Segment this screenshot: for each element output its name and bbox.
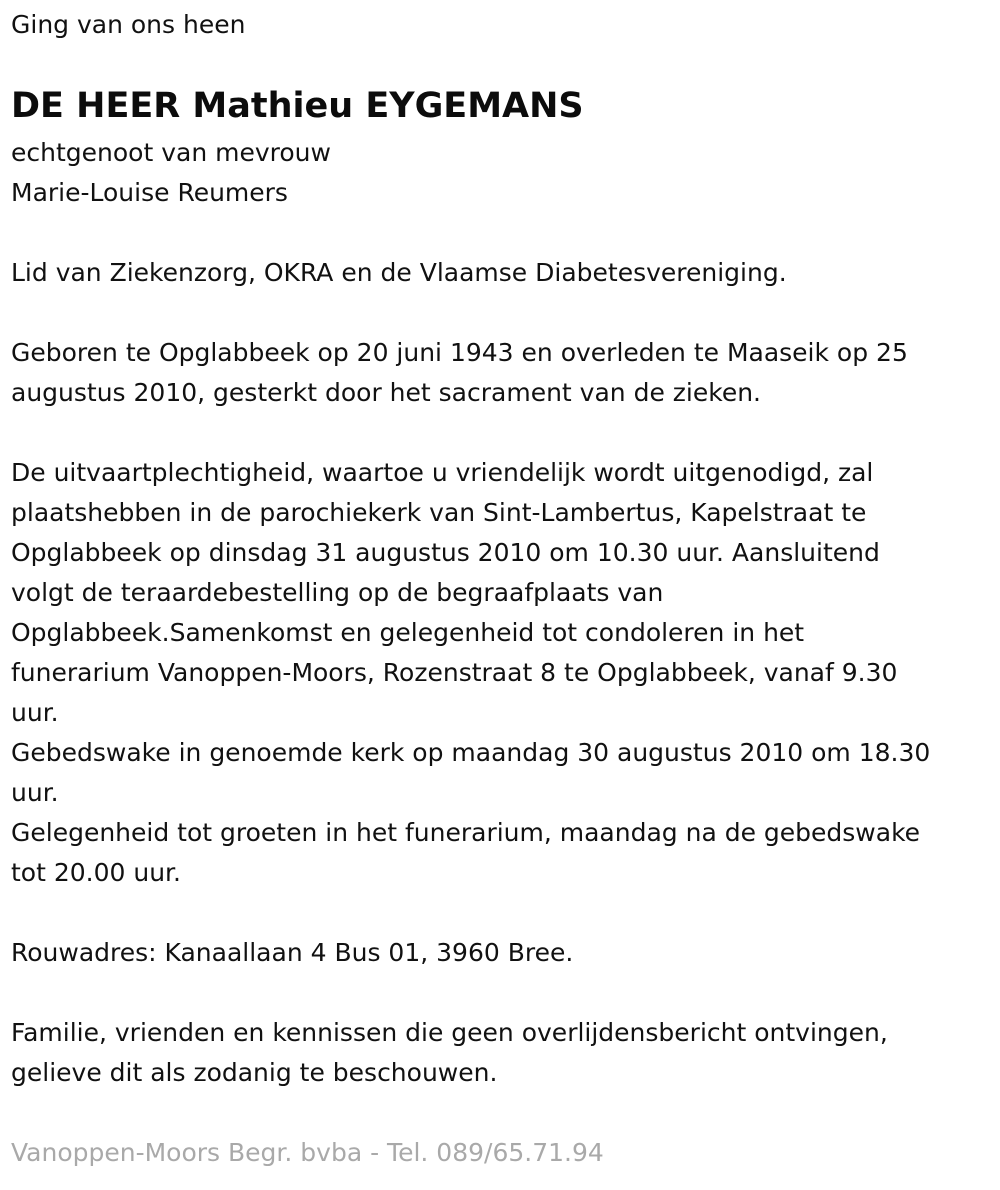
birth-death-line: Geboren te Opglabbeek op 20 juni 1943 en overleden te Maaseik op 25 <box>11 338 908 367</box>
birth-death-line: augustus 2010, gesterkt door het sacrament van de zieken. <box>11 378 761 407</box>
intro-text: Ging van ons heen <box>11 10 246 39</box>
family-note-line: Familie, vrienden en kennissen die geen overlijdensbericht ontvingen, <box>11 1018 888 1047</box>
vigil-line: Gebedswake in genoemde kerk op maandag 30 augustus 2010 om 18.30 <box>11 738 931 767</box>
mourning-address-block <box>11 933 573 973</box>
mourning-address: Rouwadres: Kanaallaan 4 Bus 01, 3960 Bree. <box>11 938 574 967</box>
family-note-line: gelieve dit als zodanig te beschouwen. <box>11 1058 498 1087</box>
spouse-block <box>11 133 331 213</box>
spouse-line: echtgenoot van mevrouw <box>11 138 331 167</box>
membership-block <box>11 253 787 293</box>
funeral-line: Opglabbeek op dinsdag 31 augustus 2010 om 10.30 uur. Aansluitend <box>11 538 880 567</box>
family-note-block <box>11 1013 888 1093</box>
funeral-block <box>11 453 930 893</box>
membership-text: Lid van Ziekenzorg, OKRA en de Vlaamse Diabetesvereniging. <box>11 258 787 287</box>
spouse-name: Marie-Louise Reumers <box>11 178 288 207</box>
funeral-line: De uitvaartplechtigheid, waartoe u vriendelijk wordt uitgenodigd, zal <box>11 458 874 487</box>
funeral-line: plaatshebben in de parochiekerk van Sint-Lambertus, Kapelstraat te <box>11 498 867 527</box>
funeral-home-footer: Vanoppen-Moors Begr. bvba - Tel. 089/65.71.94 <box>11 1138 604 1167</box>
visitation-line: Gelegenheid tot groeten in het funerarium, maandag na de gebedswake <box>11 818 921 847</box>
birth-death-block <box>11 333 908 413</box>
funeral-line: funerarium Vanoppen-Moors, Rozenstraat 8 te Opglabbeek, vanaf 9.30 <box>11 658 898 687</box>
visitation-line: tot 20.00 uur. <box>11 858 181 887</box>
funeral-line: Opglabbeek.Samenkomst en gelegenheid tot condoleren in het <box>11 618 805 647</box>
funeral-line: uur. <box>11 698 59 727</box>
funeral-line: volgt de teraardebestelling op de begraafplaats van <box>11 578 664 607</box>
vigil-line: uur. <box>11 778 59 807</box>
deceased-name: DE HEER Mathieu EYGEMANS <box>11 86 584 126</box>
